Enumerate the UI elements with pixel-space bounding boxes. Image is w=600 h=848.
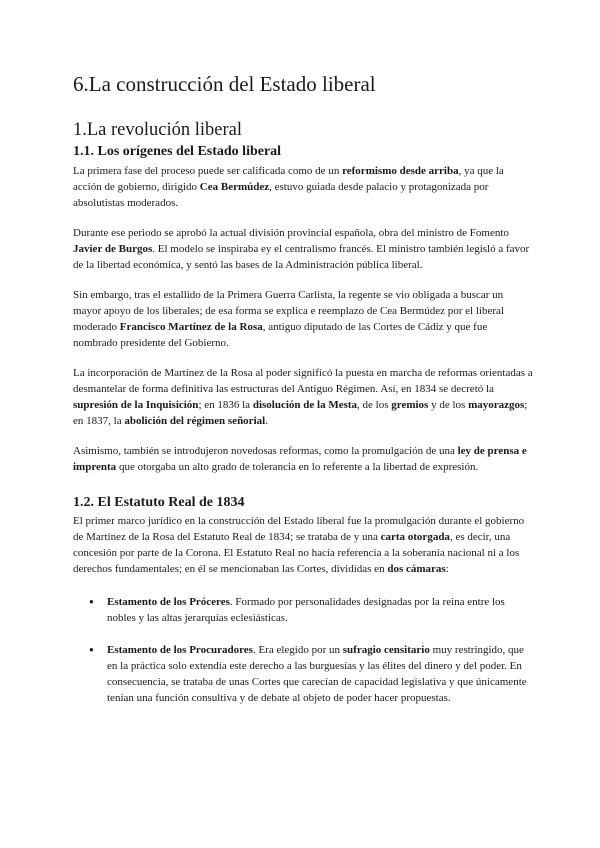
paragraph <box>73 287 534 351</box>
text-run: , estuvo guiada desde palacio y protagonizada por absolutistas moderados. <box>73 180 489 209</box>
subsection-heading-estatuto: 1.2. El Estatuto Real de 1834 <box>73 494 245 510</box>
text-run: . <box>265 414 268 427</box>
text-run: , antiguo diputado de las Cortes de Cádiz y que fue nombrado presidente del Gobierno. <box>73 320 488 349</box>
paragraph <box>73 443 534 475</box>
bold-text: ley de prensa e imprenta <box>73 444 527 473</box>
text-run: muy restringido, que en la práctica solo extendía este derecho a las burguesías y las élites del dinero y del poder. En consecuencia, se trataba de unas Cortes que carecían de capacidad legislativa y que únicamente tenían una función consultiva y de debate al objeto de poder hacer propuestas. <box>107 644 527 705</box>
paragraph <box>73 513 534 577</box>
list-item <box>107 594 534 626</box>
text-run: . El modelo se inspiraba ey el centralismo francés. El ministro también legisló a favor de la libertad económica, y sentó las bases de la Administración pública liberal. <box>73 242 530 271</box>
bold-text: Javier de Burgos <box>73 242 153 255</box>
text-run: La primera fase del proceso puede ser calificada como de un <box>73 164 343 177</box>
text-run: , es decir, una concesión por parte de la Corona. El Estatuto Real no hacía referencia a la soberanía nacional ni a los derechos fundamentales; en él se mencionaban las Cortes, divididas en <box>73 531 520 576</box>
paragraph <box>73 365 534 429</box>
paragraph <box>73 163 534 211</box>
text-run: : <box>445 563 449 576</box>
text-run: y de los <box>428 398 469 411</box>
bold-text: sufragio censitario <box>342 644 430 657</box>
document-title: 6.La construcción del Estado liberal <box>73 72 376 96</box>
bullet-list <box>73 594 534 706</box>
bold-text: abolición del régimen señorial <box>124 414 266 427</box>
bold-text: Cea Bermúdez <box>199 180 270 193</box>
bold-text: dos cámaras <box>387 563 446 576</box>
text-run: . Formado por personalidades designadas por la reina entre los nobles y las altas jerarquías eclesiásticas. <box>107 596 505 625</box>
text-run: ; en 1837, la <box>73 398 528 427</box>
text-run: El primer marco jurídico en la construcción del Estado liberal fue la promulgación durante el gobierno de Martínez de la Rosa del Estatuto Real de 1834; se trataba de y una <box>73 515 525 544</box>
bold-text: reformismo desde arriba <box>342 164 459 177</box>
text-run: que otorgaba un alto grado de tolerancia en lo referente a la libertad de expresión. <box>116 460 479 473</box>
bold-text: mayorazgos <box>468 398 525 411</box>
text-run: Sin embargo, tras el estallido de la Primera Guerra Carlista, la regente se vio obligada a buscar un mayor apoyo de los liberales; de esa forma se explica e reemplazo de Cea Bermúdez por el liberal moderado <box>73 288 504 333</box>
text-run: Asimismo, también se introdujeron novedosas reformas, como la promulgación de una <box>73 444 458 457</box>
bold-text: Estamento de los Procuradores <box>107 644 253 657</box>
section-heading: 1.La revolución liberal <box>73 120 243 141</box>
bold-text: carta otorgada <box>380 531 450 544</box>
bold-text: supresión de la Inquisición <box>73 398 199 411</box>
bold-text: disolución de la Mesta <box>252 398 358 411</box>
text-run: , de los <box>357 398 392 411</box>
text-run: La incorporación de Martínez de la Rosa al poder significó la puesta en marcha de reformas orientadas a desmantelar de forma definitiva las estructuras del Antiguo Régimen. Así, en 1834 se decretó la <box>73 366 533 395</box>
text-run: , ya que la acción de gobierno, dirigido <box>73 164 504 193</box>
bold-text: Estamento de los Próceres <box>107 596 230 609</box>
text-run: Durante ese periodo se aprobó la actual división provincial española, obra del ministro de Fomento <box>73 226 509 239</box>
list-item <box>107 642 534 706</box>
text-run: ; en 1836 la <box>198 398 253 411</box>
subsection-heading-origins: 1.1. Los orígenes del Estado liberal <box>73 144 282 160</box>
paragraph <box>73 225 534 273</box>
bold-text: gremios <box>391 398 429 411</box>
text-run: . Era elegido por un <box>252 644 343 657</box>
bold-text: Francisco Martínez de la Rosa <box>119 320 263 333</box>
